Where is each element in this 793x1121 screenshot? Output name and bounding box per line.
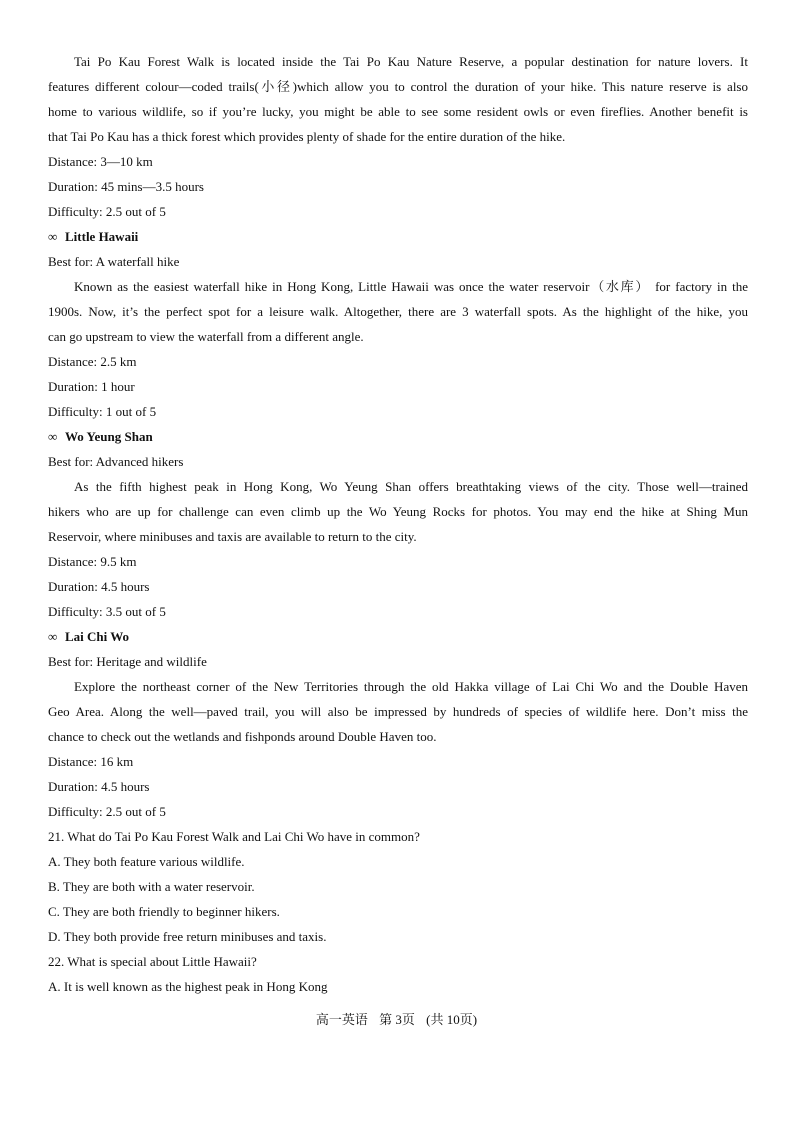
- distance: Distance: 3—10 km: [48, 154, 153, 169]
- section-title: Lai Chi Wo: [65, 629, 130, 644]
- footer-total-pages: (共 10页): [426, 1012, 478, 1027]
- section-little-hawaii: [48, 224, 748, 424]
- section-wo-yeung-shan: [48, 424, 748, 624]
- distance: Distance: 16 km: [48, 754, 134, 769]
- infinity-icon: ∞: [48, 629, 58, 644]
- difficulty: Difficulty: 2.5 out of 5: [48, 204, 166, 219]
- paragraph-line: that Tai Po Kau has a thick forest which provides plenty of shade for the entire duration of the hike.: [48, 129, 566, 144]
- paragraph-line: chance to check out the wetlands and fishponds around Double Haven too.: [48, 729, 437, 744]
- footer-subject: 高一英语: [315, 1012, 368, 1027]
- section-heading: [48, 224, 748, 249]
- answer-option: D. They both provide free return minibuses and taxis.: [48, 929, 327, 944]
- page-footer: [0, 1008, 793, 1032]
- duration: Duration: 45 mins—3.5 hours: [48, 179, 204, 194]
- infinity-icon: ∞: [48, 229, 58, 244]
- distance: Distance: 2.5 km: [48, 354, 137, 369]
- questions: [48, 824, 748, 999]
- distance: Distance: 9.5 km: [48, 554, 137, 569]
- answer-option: A. They both feature various wildlife.: [48, 854, 245, 869]
- duration: Duration: 1 hour: [48, 379, 135, 394]
- duration: Duration: 4.5 hours: [48, 779, 150, 794]
- best-for: Best for: A waterfall hike: [48, 254, 180, 269]
- paragraph-line: Explore the northeast corner of the New Territories through the old Hakka village of Lai Chi Wo and the Double Haven: [74, 679, 748, 694]
- paragraph-line: can go upstream to view the waterfall from a different angle.: [48, 329, 364, 344]
- best-for: Best for: Heritage and wildlife: [48, 654, 207, 669]
- paragraph-line: Geo Area. Along the well—paved trail, you will also be impressed by hundreds of species of wildlife here. Don’t miss the: [48, 704, 748, 719]
- section-title: Wo Yeung Shan: [65, 429, 153, 444]
- answer-option: A. It is well known as the highest peak in Hong Kong: [48, 979, 328, 994]
- document-page: [48, 49, 748, 999]
- section-heading: [48, 424, 748, 449]
- paragraph-line: home to various wildlife, so if you’re lucky, you might be able to see some resident owls or even fireflies. Another benefit is: [48, 104, 748, 119]
- answer-option: C. They are both friendly to beginner hikers.: [48, 904, 280, 919]
- infinity-icon: ∞: [48, 429, 58, 444]
- section-title: Little Hawaii: [65, 229, 139, 244]
- paragraph-line: features different colour—coded trails(小径)which allow you to control the duration of your hike. This nature reserve is also: [48, 79, 748, 94]
- question-stem: 21. What do Tai Po Kau Forest Walk and Lai Chi Wo have in common?: [48, 829, 420, 844]
- difficulty: Difficulty: 2.5 out of 5: [48, 804, 166, 819]
- duration: Duration: 4.5 hours: [48, 579, 150, 594]
- paragraph-line: 1900s. Now, it’s the perfect spot for a leisure walk. Altogether, there are 3 waterfall spots. As the highlight of the hike, you: [48, 304, 748, 319]
- paragraph-line: Tai Po Kau Forest Walk is located inside the Tai Po Kau Nature Reserve, a popular destination for nature lovers. It: [74, 54, 748, 69]
- paragraph-line: As the fifth highest peak in Hong Kong, Wo Yeung Shan offers breathtaking views of the city. Those well—trained: [74, 479, 748, 494]
- section-lai-chi-wo: [48, 624, 748, 824]
- answer-option: B. They are both with a water reservoir.: [48, 879, 255, 894]
- paragraph-line: Reservoir, where minibuses and taxis are available to return to the city.: [48, 529, 417, 544]
- difficulty: Difficulty: 1 out of 5: [48, 404, 157, 419]
- footer-page-number: 第 3页: [379, 1012, 415, 1027]
- difficulty: Difficulty: 3.5 out of 5: [48, 604, 166, 619]
- section-heading: [48, 624, 748, 649]
- section-tai-po-kau: [48, 49, 748, 224]
- paragraph-line: Known as the easiest waterfall hike in Hong Kong, Little Hawaii was once the water reservoir（水库） for factory in the: [74, 279, 748, 294]
- best-for: Best for: Advanced hikers: [48, 454, 184, 469]
- paragraph-line: hikers who are up for challenge can even climb up the Wo Yeung Rocks for photos. You may end the hike at Shing Mun: [48, 504, 748, 519]
- question-stem: 22. What is special about Little Hawaii?: [48, 954, 257, 969]
